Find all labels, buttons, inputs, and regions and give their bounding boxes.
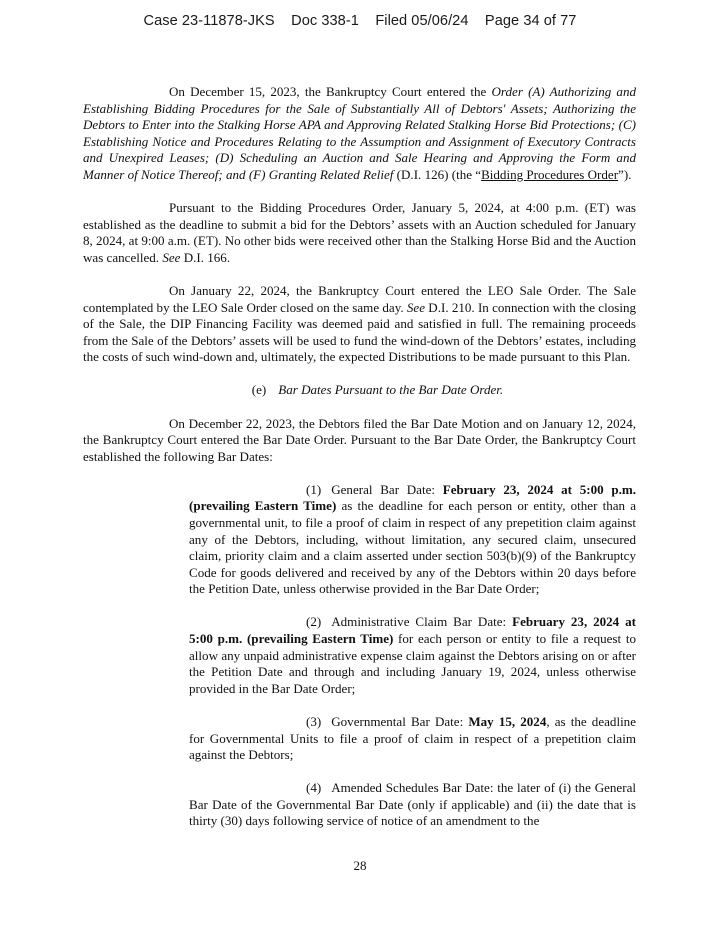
paragraph-text: (D.I. 126) (the “ <box>393 166 482 182</box>
document-body <box>83 84 636 830</box>
item-text: as the deadline for each person or entity, other than a governmental unit, to file a proof of claim in respect of any prepetition claim against any of the Debtors, including, without limitation, any secured claim, unsecured claim, priority claim and a claim asserted under section 503(b)(9) of the Bankruptcy Code for goods delivered and received by any of the Debtors within 20 days before the Petition Date, unless otherwise provided in the Bar Date Order; <box>189 498 637 597</box>
item-number: (4) <box>306 780 322 796</box>
citation-signal: See <box>162 249 181 265</box>
item-text: General Bar Date: <box>331 481 443 497</box>
bar-date-item <box>189 714 636 764</box>
item-text: , as the deadline for Governmental Units to file a proof of claim in respect of a prepetition claim against the Debtors; <box>189 713 637 763</box>
paragraph-text: ”). <box>618 166 632 182</box>
paragraph-bar-date-order: On December 22, 2023, the Debtors filed the Bar Date Motion and on January 12, 2024, the Bankruptcy Court entered the Bar Date Order. Pursuant to the Bar Date Order, the Bankruptcy Court established the following Bar Dates: <box>83 415 636 464</box>
paragraph-text: D.I. 166. <box>180 249 231 265</box>
item-text: Governmental Bar Date: <box>331 713 469 729</box>
item-text: Amended Schedules Bar Date: the later of (i) the General Bar Date of the Governmental Bar Date (only if applicable) and (ii) the date that is thirty (30) days following service of notice of an amendment to the <box>189 780 636 829</box>
bar-date-item <box>189 780 636 830</box>
paragraph-leo-sale <box>83 283 636 366</box>
item-number: (3) <box>306 713 322 729</box>
page-number: 28 <box>353 858 367 873</box>
subheading-title: Bar Dates Pursuant to the Bar Date Order. <box>278 382 504 398</box>
citation-signal: See <box>406 299 426 315</box>
deadline-date: May 15, 2024 <box>468 713 547 729</box>
paragraph-text: On January 22, 2024, the Bankruptcy Court entered the LEO Sale Order. The Sale contemplated by the LEO Sale Order closed on the same day. <box>83 282 636 315</box>
item-text: for each person or entity to file a request to allow any unpaid administrative expense claim against the Debtors arising on or after the Petition Date and through and including January 19, 2024, unless otherwise provided in the Bar Date Order; <box>189 631 636 696</box>
court-filing-header: Case 23-11878-JKS Doc 338-1 Filed 05/06/24 Page 34 of 77 <box>143 13 577 29</box>
paragraph-text: On December 15, 2023, the Bankruptcy Court entered the <box>169 84 492 99</box>
subheading-label: (e) <box>251 382 267 398</box>
defined-term: Bidding Procedures Order <box>481 166 619 182</box>
order-title: Order (A) Authorizing and Establishing Bidding Procedures for the Sale of Substantially All of Debtors' Assets; Authorizing the Debtors to Enter into the Stalking Horse APA and Approving Related Stalking Horse Bid Protections; (C) Establishing Notice and Procedures Relating to the Assumption and Assignment of Executory Contracts and Unexpired Leases; (D) Scheduling an Auction and Sale Hearing and Approving the Form and Manner of Notice Thereof; and (F) Granting Related Relief <box>83 84 636 182</box>
paragraph-bid-deadline <box>83 200 636 266</box>
bar-date-item <box>189 482 636 598</box>
paragraph-bidding-procedures <box>83 84 636 184</box>
deadline-date: February 23, 2024 at 5:00 p.m. (prevailing Eastern Time) <box>189 481 636 514</box>
paragraph-text: D.I. 210. In connection with the closing of the Sale, the DIP Financing Facility was deemed paid and satisfied in full. The remaining proceeds from the Sale of the Debtors’ assets will be used to fund the wind-down of the Debtors’ estates, including the costs of such wind-down and, ultimately, the expected Distributions to be made pursuant to this Plan. <box>83 299 636 365</box>
section-subheading <box>83 382 636 399</box>
paragraph-text: Pursuant to the Bidding Procedures Order, January 5, 2024, at 4:00 p.m. (ET) was established as the deadline to submit a bid for the Debtors’ assets with an Auction scheduled for January 8, 2024, at 9:00 a.m. (ET). No other bids were received other than the Stalking Horse Bid and the Auction was cancelled. <box>83 200 636 265</box>
item-text: Administrative Claim Bar Date: <box>331 614 513 630</box>
deadline-date: February 23, 2024 at 5:00 p.m. (prevailing Eastern Time) <box>189 614 636 647</box>
bar-date-item <box>189 614 636 697</box>
item-number: (2) <box>306 614 322 630</box>
item-number: (1) <box>306 481 322 497</box>
